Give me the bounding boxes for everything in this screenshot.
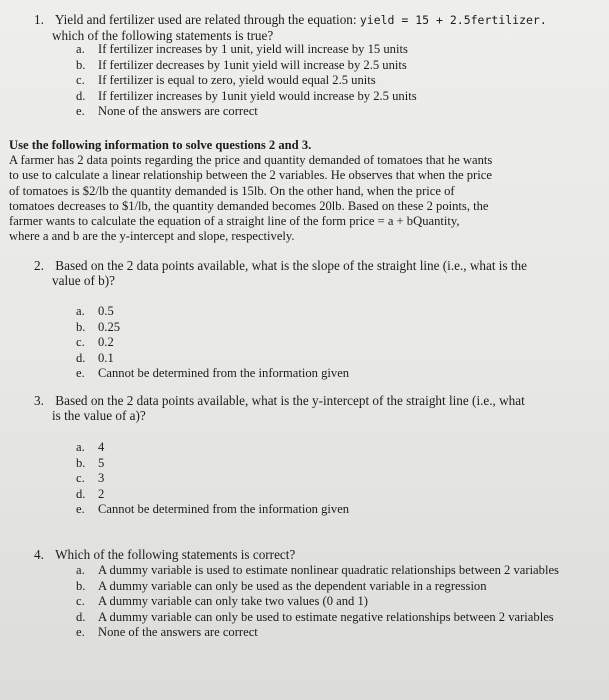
option-letter: c. [76, 335, 85, 349]
answer-option [76, 594, 604, 610]
option-text: None of the answers are correct [98, 104, 258, 118]
option-letter: a. [76, 42, 85, 56]
answer-option [76, 563, 604, 579]
info-heading: Use the following information to solve questions 2 and 3. [9, 138, 312, 152]
option-text: 3 [98, 471, 105, 485]
option-letter: c. [76, 471, 85, 485]
option-letter: b. [76, 57, 86, 72]
answer-option [76, 58, 576, 74]
answer-option [76, 73, 576, 89]
option-letter: e. [76, 625, 85, 639]
option-letter: d. [76, 486, 86, 501]
question-stem: Based on the 2 data points available, what is the y-intercept of the straight line (i.e., what [55, 393, 525, 408]
option-text: Cannot be determined from the information given [98, 502, 350, 516]
answer-option [76, 351, 576, 367]
option-text: A dummy variable can only be used to estimate negative relationships between 2 variables [98, 609, 554, 624]
option-text: Cannot be determined from the information given [98, 366, 350, 380]
info-line: A farmer has 2 data points regarding the price and quantity demanded of tomatoes that he wants [9, 153, 493, 168]
option-text: None of the answers are correct [98, 625, 258, 639]
option-letter: c. [76, 73, 85, 87]
answer-option [76, 471, 576, 487]
answer-option [76, 320, 576, 336]
question-stem-2: value of b)? [52, 273, 115, 288]
answer-option [76, 42, 576, 58]
question-stem: Based on the 2 data points available, what is the slope of the straight line (i.e., what is the [55, 258, 528, 273]
option-text: 0.5 [98, 304, 114, 318]
option-text: 2 [98, 486, 105, 501]
option-letter: b. [76, 455, 86, 470]
option-text: A dummy variable can only be used as the dependent variable in a regression [98, 578, 487, 593]
option-text: If fertilizer decreases by 1unit yield will increase by 2.5 units [98, 57, 407, 72]
info-block [9, 138, 599, 244]
option-text: 4 [98, 440, 105, 454]
answer-option [76, 625, 604, 641]
question-2 [34, 258, 599, 288]
question-number: 2. [34, 258, 44, 273]
answer-option [76, 335, 576, 351]
option-letter: a. [76, 440, 85, 454]
info-line: where a and b are the y-intercept and slope, respectively. [9, 229, 295, 244]
option-text: A dummy variable can only take two values (0 and 1) [98, 594, 368, 608]
info-line: farmer wants to calculate the equation of a straight line of the form price = a + bQuantity, [9, 214, 460, 229]
option-text: If fertilizer is equal to zero, yield would equal 2.5 units [98, 73, 376, 87]
question-stem-2: which of the following statements is true? [52, 28, 274, 43]
option-letter: d. [76, 350, 86, 365]
answer-option [76, 89, 576, 105]
option-text: 0.25 [98, 319, 121, 334]
option-letter: d. [76, 609, 86, 624]
option-letter: b. [76, 578, 86, 593]
answer-option [76, 456, 576, 472]
answer-option [76, 104, 576, 120]
option-text: 0.2 [98, 335, 114, 349]
answer-option [76, 487, 576, 503]
question-stem: Which of the following statements is correct? [55, 547, 296, 562]
option-letter: d. [76, 88, 86, 103]
question-1 [34, 12, 594, 43]
question-4-options [76, 563, 604, 641]
question-3-options [76, 440, 576, 518]
option-text: If fertilizer increases by 1 unit, yield will increase by 15 units [98, 42, 408, 56]
question-number: 4. [34, 547, 44, 562]
option-text: A dummy variable is used to estimate nonlinear quadratic relationships between 2 variables [98, 563, 559, 577]
answer-option [76, 304, 576, 320]
option-letter: b. [76, 319, 86, 334]
info-line: to use to calculate a linear relationship between the 2 variables. He observes that when the price [9, 168, 492, 183]
option-letter: e. [76, 502, 85, 516]
option-text: 0.1 [98, 350, 114, 365]
answer-option [76, 579, 604, 595]
question-stem-2: is the value of a)? [52, 408, 146, 423]
option-letter: c. [76, 594, 85, 608]
answer-option [76, 502, 576, 518]
option-letter: e. [76, 366, 85, 380]
answer-option [76, 366, 576, 382]
question-3 [34, 393, 599, 423]
answer-option [76, 610, 604, 626]
option-text: 5 [98, 455, 105, 470]
option-text: If fertilizer increases by 1unit yield would increase by 2.5 units [98, 88, 417, 103]
option-letter: a. [76, 563, 85, 577]
question-4 [34, 547, 599, 562]
question-number: 3. [34, 393, 44, 408]
answer-option [76, 440, 576, 456]
option-letter: e. [76, 104, 85, 118]
info-line: of tomatoes is $2/lb the quantity demanded is 15lb. On the other hand, when the price of [9, 183, 455, 198]
question-number: 1. [34, 12, 44, 27]
option-letter: a. [76, 304, 85, 318]
question-2-options [76, 304, 576, 382]
equation: yield = 15 + 2.5fertilizer. [359, 13, 547, 27]
question-1-options [76, 42, 576, 120]
question-stem: Yield and fertilizer used are related through the equation: [54, 12, 357, 27]
info-line: tomatoes decreases to $1/lb, the quantity demanded becomes 20lb. Based on these 2 points, the [9, 198, 489, 213]
